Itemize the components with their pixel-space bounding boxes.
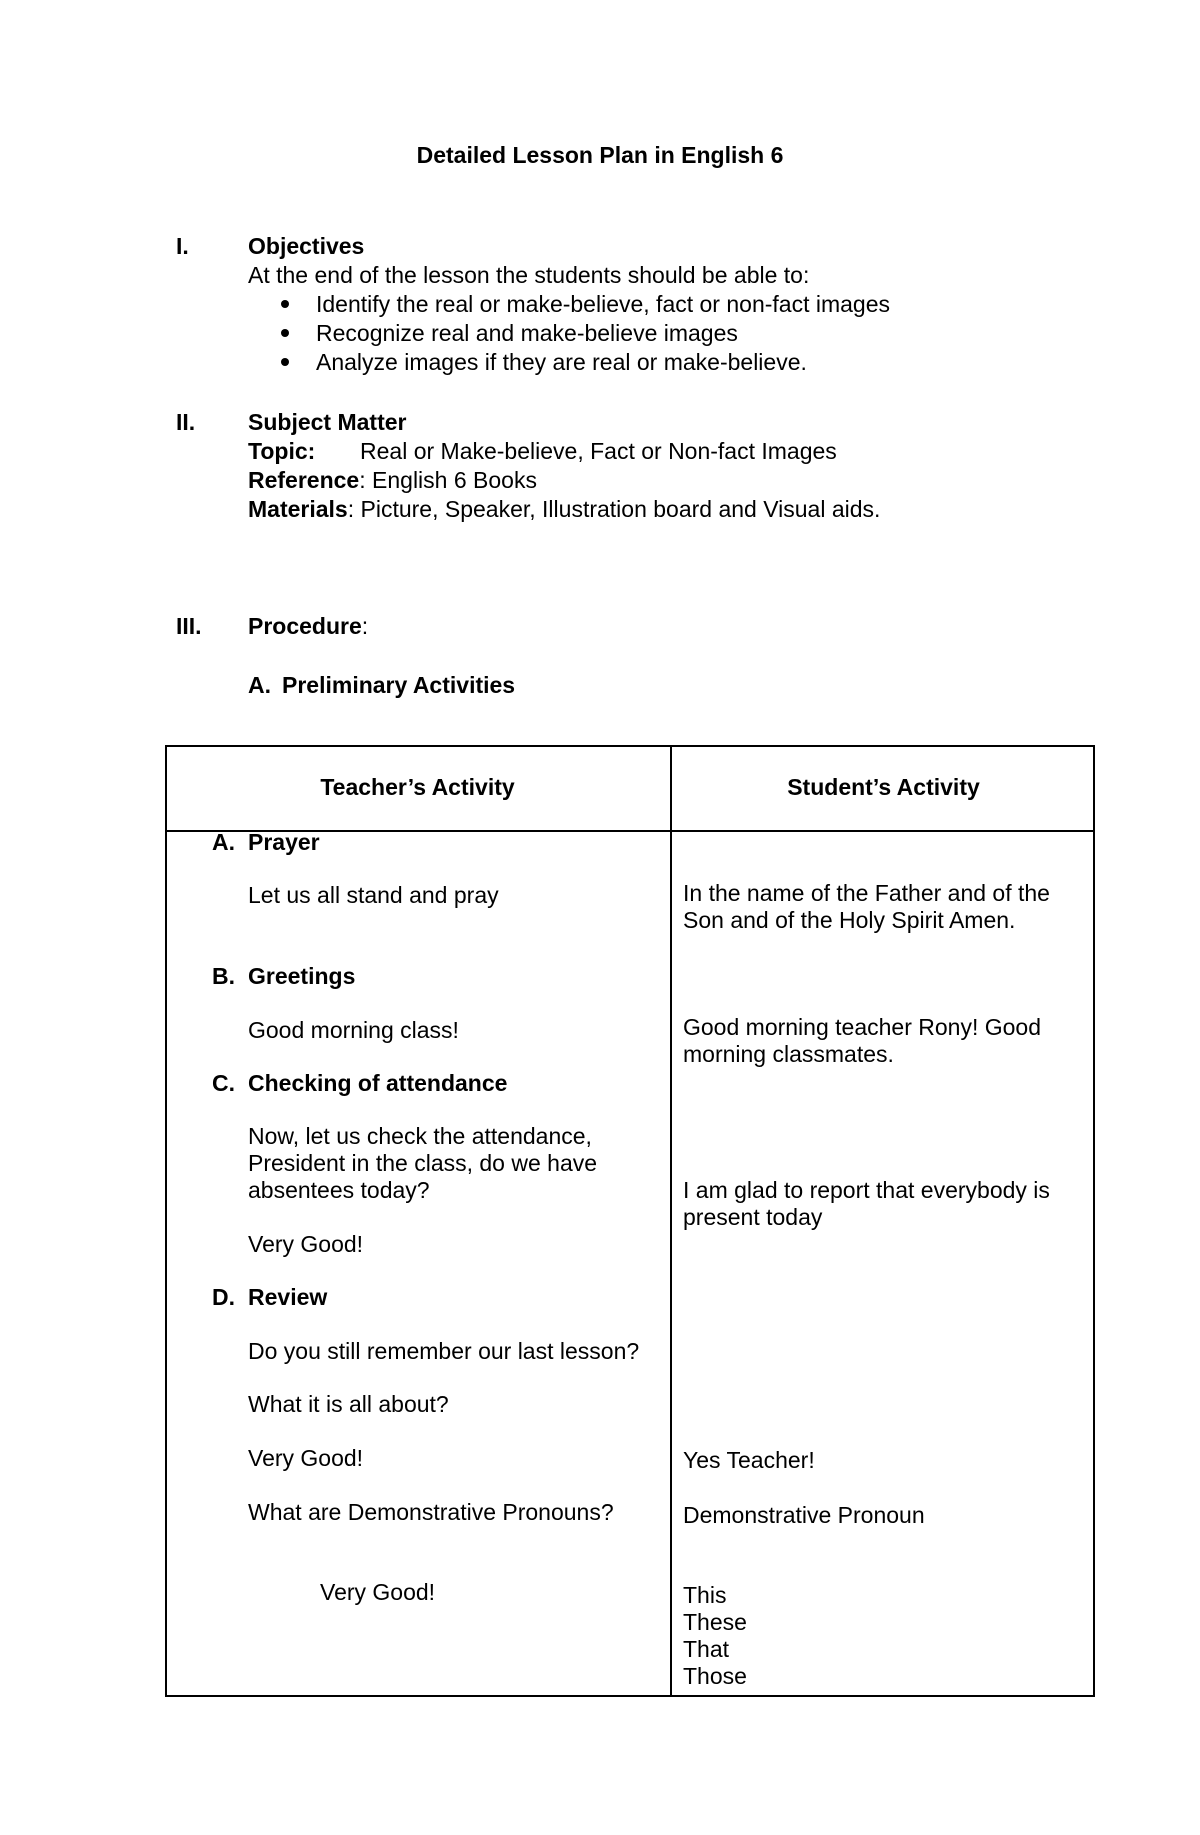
page-title: Detailed Lesson Plan in English 6 <box>416 142 784 168</box>
student-line: Yes Teacher! <box>683 1447 815 1473</box>
teacher-line: Let us all stand and pray <box>248 882 499 908</box>
greetings-letter: B. <box>212 963 235 989</box>
pronoun-item: These <box>683 1609 747 1635</box>
objective-item: Analyze images if they are real or make-believe. <box>316 349 807 375</box>
reference-line <box>248 467 537 494</box>
prayer-heading: Prayer <box>248 829 320 855</box>
subject-matter-heading: Subject Matter <box>248 409 407 435</box>
review-heading: Review <box>248 1284 328 1310</box>
teacher-line: Very Good! <box>248 1231 364 1257</box>
objectives-heading: Objectives <box>248 233 365 259</box>
greetings-heading: Greetings <box>248 963 356 989</box>
preliminary-letter: A. <box>248 672 271 698</box>
student-line: Demonstrative Pronoun <box>683 1502 925 1528</box>
table-column-divider <box>670 745 672 1697</box>
preliminary-heading: Preliminary Activities <box>282 672 516 698</box>
student-line: morning classmates. <box>683 1041 894 1067</box>
student-line: In the name of the Father and of the <box>683 880 1050 906</box>
teacher-line: absentees today? <box>248 1177 430 1203</box>
bullet-icon <box>281 300 289 308</box>
teacher-line: Now, let us check the attendance, <box>248 1123 592 1149</box>
bullet-icon <box>281 358 289 366</box>
procedure-heading: Procedure <box>248 613 362 639</box>
teacher-line: President in the class, do we have <box>248 1150 598 1176</box>
pronoun-item: That <box>683 1636 730 1662</box>
objectives-intro: At the end of the lesson the students should be able to: <box>248 262 810 288</box>
reference-label: Reference <box>248 467 360 493</box>
topic-value: Real or Make-believe, Fact or Non-fact Images <box>360 438 837 464</box>
student-line: Son and of the Holy Spirit Amen. <box>683 907 1016 933</box>
review-letter: D. <box>212 1284 235 1310</box>
reference-value: : English 6 Books <box>359 467 537 493</box>
topic-label: Topic: <box>248 438 316 464</box>
student-line: I am glad to report that everybody is <box>683 1177 1050 1203</box>
student-activity-header: Student’s Activity <box>787 774 980 800</box>
objective-item: Recognize real and make-believe images <box>316 320 738 346</box>
pronoun-item: Those <box>683 1663 747 1689</box>
teacher-line: What it is all about? <box>248 1391 449 1417</box>
materials-label: Materials <box>248 496 348 522</box>
teacher-line: What are Demonstrative Pronouns? <box>248 1499 614 1525</box>
bullet-icon <box>281 329 289 337</box>
procedure-line <box>248 613 368 640</box>
pronoun-item: This <box>683 1582 727 1608</box>
procedure-suffix: : <box>361 613 369 639</box>
teacher-line: Very Good! <box>320 1579 436 1605</box>
teacher-line: Do you still remember our last lesson? <box>248 1338 640 1364</box>
student-line: present today <box>683 1204 823 1230</box>
objectives-numeral: I. <box>176 233 189 259</box>
objective-item: Identify the real or make-believe, fact or non-fact images <box>316 291 891 317</box>
student-line: Good morning teacher Rony! Good <box>683 1014 1041 1040</box>
materials-line <box>248 496 880 523</box>
teacher-line: Good morning class! <box>248 1017 459 1043</box>
teacher-activity-header: Teacher’s Activity <box>320 774 515 800</box>
teacher-line: Very Good! <box>248 1445 364 1471</box>
prayer-letter: A. <box>212 829 235 855</box>
attendance-letter: C. <box>212 1070 235 1096</box>
materials-value: : Picture, Speaker, Illustration board and Visual aids. <box>347 496 881 522</box>
subject-matter-numeral: II. <box>176 409 196 435</box>
procedure-numeral: III. <box>176 613 202 639</box>
attendance-heading: Checking of attendance <box>248 1070 508 1096</box>
